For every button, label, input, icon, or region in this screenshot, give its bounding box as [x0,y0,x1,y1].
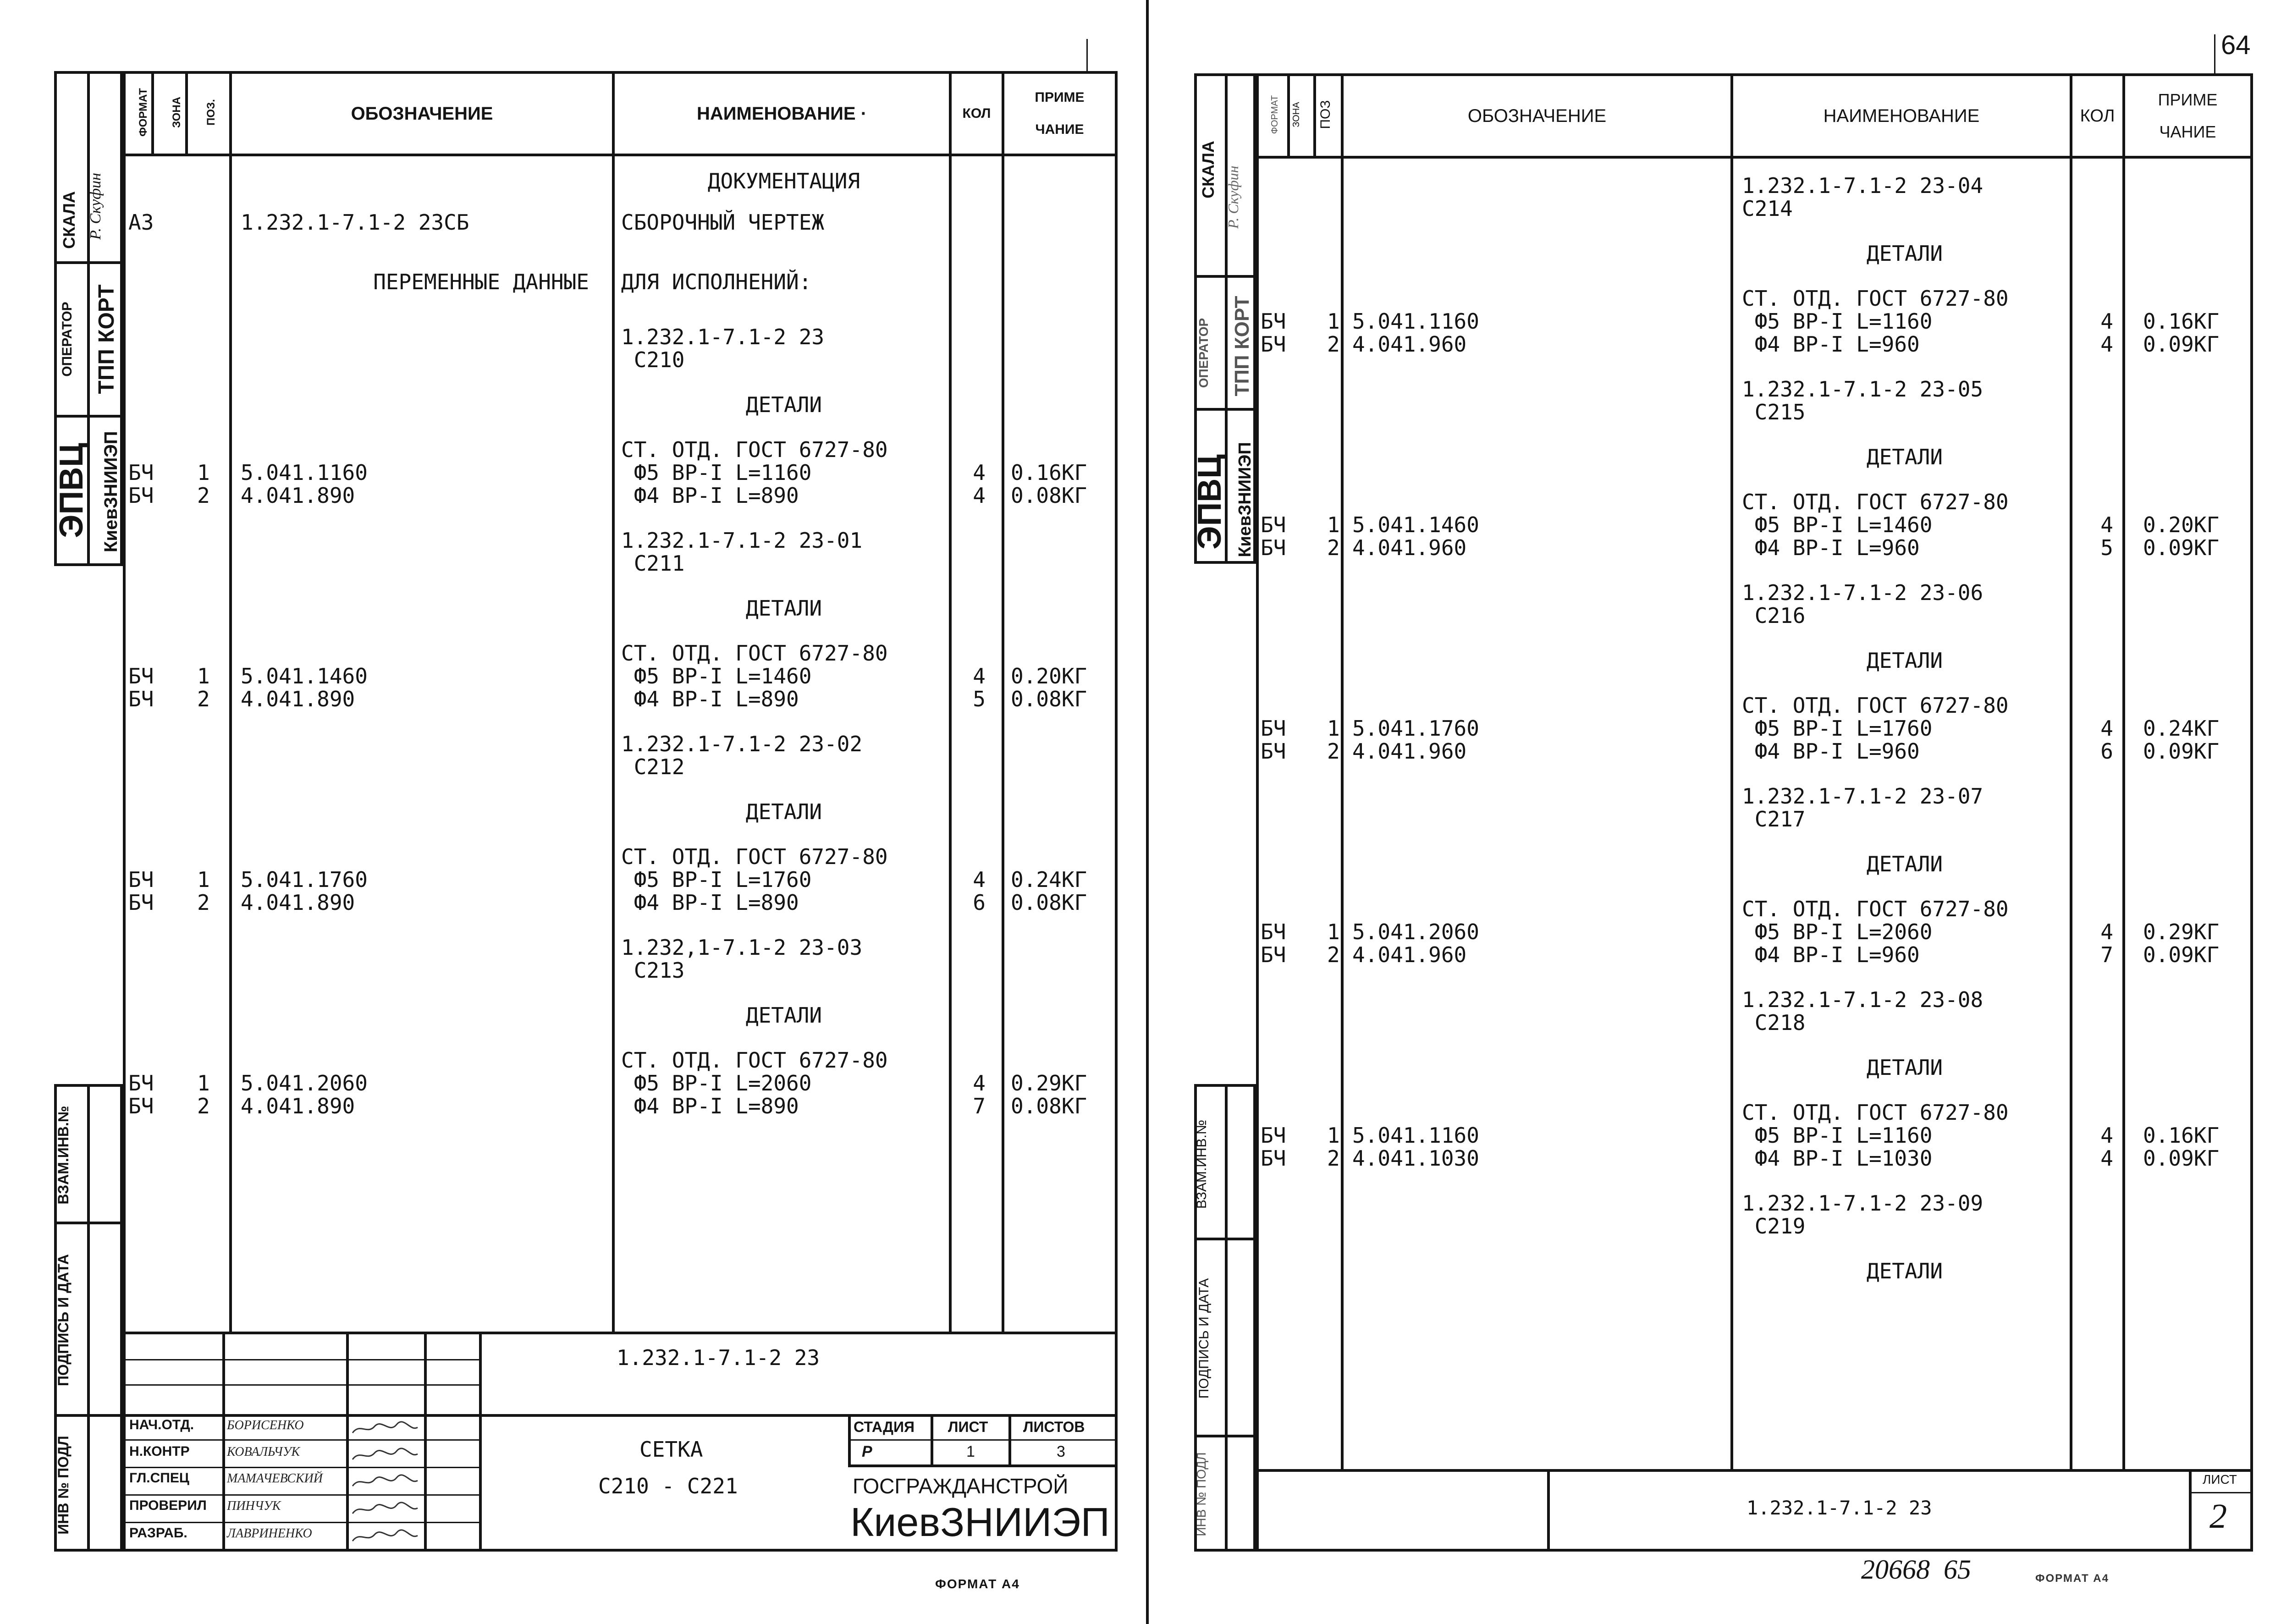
cell-name: ДЕТАЛИ [1866,648,1943,673]
cell-name: С211 [621,551,685,576]
role-label: ГЛ.СПЕЦ [129,1470,189,1486]
cell-quantity: 4 [2100,1146,2113,1171]
cell-name: С215 [1742,400,1806,424]
cell-note: 0.09КГ [2143,332,2220,357]
table-row [1146,581,2292,604]
cell-name: Ф4 ВР-I L=960 [1742,332,1920,357]
table-row [0,484,1146,507]
cell-designation: 5.041.1460 [241,664,368,688]
col-note-header: ПРИМЕ ЧАНИЕ [1035,90,1085,137]
archive-number: 20668 65 [1861,1554,1971,1585]
cell-quantity: 4 [2100,716,2113,741]
responsible-name: БОРИСЕНКО [227,1418,304,1432]
col-qty-header: КОЛ [962,106,991,121]
table-row [0,1004,1146,1027]
cell-quantity: 4 [973,483,986,508]
side-scale-signature: Р. Скуфин [87,172,104,240]
cell-quantity: 7 [973,1094,986,1118]
cell-note: 0.20КГ [1011,664,1087,688]
cell-format: БЧ [1261,739,1286,764]
cell-format: БЧ [1261,535,1286,560]
table-row [1146,1101,2292,1124]
table-row [0,688,1146,710]
cell-note: 0.16КГ [1011,460,1087,485]
cell-name: С217 [1742,807,1806,831]
side-scale-label-right: СКАЛА [1199,141,1218,198]
cell-name: С214 [1742,196,1793,221]
stage-value: Р [862,1443,872,1460]
cell-designation: 5.041.1760 [241,867,368,892]
cell-note: 0.16КГ [2143,1123,2220,1148]
cell-designation: 4.041.960 [1352,535,1467,560]
cell-name: 1.232.1-7.1-2 23-01 [621,528,863,553]
cell-name: СТ. ОТД. ГОСТ 6727-80 [621,1048,888,1073]
cell-position: 2 [197,687,210,711]
cell-name: Ф4 ВР-I L=960 [1742,535,1920,560]
col-qty-header-right: КОЛ [2080,106,2115,126]
table-row [1146,333,2292,356]
cell-name: Ф4 ВР-I L=890 [621,687,799,711]
cell-quantity: 7 [2100,942,2113,967]
cell-name: С216 [1742,603,1806,628]
side-inv-replace-label: ВЗАМ.ИНВ.№ [55,1106,72,1205]
table-row [1146,1124,2292,1147]
page-number: 64 [2221,30,2251,60]
sheet-label: ЛИСТ [948,1419,988,1435]
cell-quantity: 4 [2100,1123,2113,1148]
table-row [0,529,1146,552]
table-row [0,1095,1146,1118]
cell-name: Ф4 ВР-I L=1030 [1742,1146,1933,1171]
cell-name: Ф5 ВР-I L=1160 [1742,309,1933,334]
col-format-header: ФОРМАТ [137,88,149,137]
col-format-header-right: ФОРМАТ [1270,95,1280,134]
cell-name: 1.232.1-7.1-2 23-09 [1742,1191,1983,1216]
col-name-header-right: НАИМЕНОВАНИЕ [1823,105,1980,126]
table-row [0,845,1146,868]
cell-position: 1 [197,867,210,892]
cell-format: БЧ [128,664,154,688]
cell-name: Ф5 ВР-I L=2060 [1742,919,1933,944]
sheet-value: 1 [966,1443,975,1460]
cell-note: 0.08КГ [1011,483,1087,508]
cell-note: 0.09КГ [2143,942,2220,967]
doc-code-right: 1.232.1-7.1-2 23 [1747,1497,1932,1519]
cell-name: Ф5 ВР-I L=1760 [1742,716,1933,741]
table-row [0,211,1146,234]
signature-mark [351,1502,419,1517]
table-row [1146,490,2292,513]
cell-designation: 4.041.890 [241,890,355,915]
cell-note: 0.16КГ [2143,309,2220,334]
cell-position: 2 [1327,535,1340,560]
cell-name: ДЕТАЛИ [745,799,822,824]
cell-position: 2 [197,483,210,508]
cell-name: 1.232.1-7.1-2 23-05 [1742,377,1983,402]
table-row [1146,242,2292,265]
table-row [0,800,1146,823]
table-row [1146,378,2292,401]
table-row [1146,513,2292,536]
cell-format: БЧ [1261,512,1286,537]
table-row [0,325,1146,348]
cell-name: Ф4 ВР-I L=960 [1742,739,1920,764]
cell-quantity: 4 [2100,332,2113,357]
cell-format: БЧ [1261,716,1286,741]
cell-quantity: 5 [973,687,986,711]
table-row [0,936,1146,959]
cell-name: С213 [621,958,685,983]
table-row [1146,740,2292,763]
signature-mark [351,1421,419,1437]
side-sign-date-label-right: ПОДПИСЬ И ДАТА [1196,1278,1212,1399]
table-row [0,461,1146,484]
role-label: Н.КОНТР [129,1444,190,1459]
cell-quantity: 4 [973,664,986,688]
cell-name: Ф5 ВР-I L=2060 [621,1071,812,1096]
table-row [1146,717,2292,740]
role-label: РАЗРАБ. [129,1525,187,1541]
org-name-line2: КиевЗНИИЭП [850,1499,1110,1545]
table-row [0,665,1146,688]
side-inv-replace-label-right: ВЗАМ.ИНВ.№ [1194,1119,1209,1209]
cell-note: 0.29КГ [1011,1071,1087,1096]
table-row [1146,649,2292,672]
format-note-right: ФОРМАТ А4 [2035,1572,2109,1585]
cell-designation: ПЕРЕМЕННЫЕ ДАННЫЕ [373,270,589,294]
cell-quantity: 6 [2100,739,2113,764]
responsible-name: МАМАЧЕВСКИЙ [227,1471,323,1486]
side-inv-orig-label: ИНВ № ПОДЛ [55,1436,72,1535]
table-row [0,868,1146,891]
responsible-name: КОВАЛЬЧУК [227,1445,300,1459]
cell-note: 0.09КГ [2143,1146,2220,1171]
sheets-label: ЛИСТОВ [1023,1419,1085,1435]
cell-name: 1.232.1-7.1-2 23 [621,325,825,349]
table-row [0,552,1146,575]
sheet-label-right: ЛИСТ [2203,1472,2237,1486]
cell-quantity: 4 [973,460,986,485]
table-row [1146,287,2292,310]
table-row [1146,310,2292,333]
table-row [1146,694,2292,717]
cell-name: ДЕТАЛИ [1866,1055,1943,1080]
cell-format: БЧ [128,1071,154,1096]
cell-name: СТ. ОТД. ГОСТ 6727-80 [1742,490,2009,514]
cell-designation: 5.041.2060 [241,1071,368,1096]
table-row [1146,853,2292,875]
cell-note: 0.24КГ [2143,716,2220,741]
cell-quantity: 5 [2100,535,2113,560]
cell-designation: 4.041.890 [241,687,355,711]
table-row [1146,401,2292,424]
cell-name: ДЕТАЛИ [1866,852,1943,876]
cell-note: 0.09КГ [2143,739,2220,764]
table-row [0,170,1146,193]
cell-name: Ф4 ВР-I L=960 [1742,942,1920,967]
cell-quantity: 4 [2100,309,2113,334]
cell-format: БЧ [128,890,154,915]
table-row [1146,785,2292,808]
side-scale-label: СКАЛА [60,191,78,249]
col-designation-header: ОБОЗНАЧЕНИЕ [351,103,493,124]
cell-name: ДЕТАЛИ [1866,241,1943,266]
cell-format: БЧ [1261,1146,1286,1171]
cell-designation: 5.041.1160 [1352,1123,1479,1148]
table-row [0,438,1146,461]
cell-format: БЧ [128,687,154,711]
col-note-header-right: ПРИМЕ ЧАНИЕ [2158,90,2218,141]
col-pos-header: ПОЗ. [205,99,217,126]
table-row [0,732,1146,755]
side-institute-label-right: КиевЗНИИЭП [1235,442,1255,557]
table-row [1146,536,2292,559]
table-row [1146,1192,2292,1215]
cell-name: Ф5 ВР-I L=1460 [1742,512,1933,537]
cell-designation: 4.041.960 [1352,739,1467,764]
side-tpp-label: ТПП КОРТ [94,284,119,394]
cell-name: Ф4 ВР-I L=890 [621,890,799,915]
side-epvc-label-right: ЭПВЦ [1191,454,1228,550]
role-label: ПРОВЕРИЛ [129,1498,207,1513]
cell-name: Ф5 ВР-I L=1160 [1742,1123,1933,1148]
table-row [0,348,1146,371]
cell-position: 2 [197,890,210,915]
cell-name: Ф5 ВР-I L=1760 [621,867,812,892]
side-epvc-label: ЭПВЦ [53,443,90,538]
cell-name: ДЕТАЛИ [745,392,822,417]
side-institute-label: КиевЗНИИЭП [101,431,121,552]
cell-note: 0.09КГ [2143,535,2220,560]
cell-name: СТ. ОТД. ГОСТ 6727-80 [1742,286,2009,311]
table-row [1146,1056,2292,1079]
cell-position: 1 [197,460,210,485]
table-row [0,642,1146,665]
table-row [0,270,1146,293]
table-row [1146,943,2292,966]
cell-name: СТ. ОТД. ГОСТ 6727-80 [621,641,888,666]
cell-name: Ф4 ВР-I L=890 [621,1094,799,1118]
table-row [1146,197,2292,220]
cell-name: 1.232.1-7.1-2 23-02 [621,732,863,756]
doc-code-left: 1.232.1-7.1-2 23 [617,1345,820,1370]
cell-designation: 4.041.1030 [1352,1146,1479,1171]
cell-name: 1.232,1-7.1-2 23-03 [621,935,863,960]
cell-designation: 4.041.960 [1352,942,1467,967]
side-scale-signature-right: Р. Скуфин [1225,165,1241,229]
cell-note: 0.29КГ [2143,919,2220,944]
cell-name: С210 [621,347,685,372]
cell-note: 0.08КГ [1011,687,1087,711]
table-row [1146,808,2292,831]
spec-sheet-right [1146,0,2292,1624]
cell-name: СТ. ОТД. ГОСТ 6727-80 [1742,897,2009,921]
cell-designation: 5.041.2060 [1352,919,1479,944]
cell-designation: 4.041.960 [1352,332,1467,357]
cell-format: А3 [128,210,154,235]
cell-note: 0.08КГ [1011,890,1087,915]
col-zone-header-right: ЗОНА [1291,102,1301,127]
cell-note: 0.20КГ [2143,512,2220,537]
org-name-line1: ГОСГРАЖДАНСТРОЙ [853,1474,1069,1498]
cell-position: 2 [197,1094,210,1118]
cell-name: С212 [621,754,685,779]
cell-designation: 5.041.1160 [1352,309,1479,334]
table-row [1146,1147,2292,1170]
table-row [1146,174,2292,197]
table-row [0,597,1146,620]
cell-format: БЧ [1261,919,1286,944]
cell-quantity: 4 [973,867,986,892]
side-operator-label: ОПЕРАТОР [60,302,75,377]
table-row [1146,897,2292,920]
responsible-name: ЛАВРИНЕНКО [227,1526,312,1541]
table-row [1146,446,2292,468]
cell-position: 1 [1327,512,1340,537]
col-zone-header: ЗОНА [171,96,183,128]
cell-designation: 5.041.1160 [241,460,368,485]
stage-label: СТАДИЯ [854,1419,915,1435]
cell-format: БЧ [128,460,154,485]
cell-designation: 1.232.1-7.1-2 23СБ [241,210,469,235]
cell-designation: 4.041.890 [241,1094,355,1118]
cell-name: 1.232.1-7.1-2 23-08 [1742,987,1983,1012]
table-row [1146,1011,2292,1034]
cell-name: ДЕТАЛИ [745,596,822,621]
cell-name: С218 [1742,1010,1806,1035]
format-note-left: ФОРМАТ А4 [935,1577,1020,1591]
role-label: НАЧ.ОТД. [129,1417,194,1432]
cell-name: 1.232.1-7.1-2 23-07 [1742,784,1983,809]
cell-quantity: 4 [2100,512,2113,537]
cell-name: ДОКУМЕНТАЦИЯ [707,169,860,193]
table-row [1146,1260,2292,1283]
side-tpp-label-right: ТПП КОРТ [1231,296,1253,396]
cell-name: ДЛЯ ИСПОЛНЕНИЙ: [621,270,812,294]
cell-position: 1 [197,664,210,688]
cell-quantity: 4 [2100,919,2113,944]
cell-name: СТ. ОТД. ГОСТ 6727-80 [1742,693,2009,718]
table-row [0,393,1146,416]
cell-designation: 4.041.890 [241,483,355,508]
cell-format: БЧ [128,483,154,508]
cell-name: СТ. ОТД. ГОСТ 6727-80 [621,844,888,869]
table-row [0,959,1146,982]
cell-name: Ф5 ВР-I L=1460 [621,664,812,688]
table-row [0,891,1146,914]
table-row [1146,604,2292,627]
cell-note: 0.24КГ [1011,867,1087,892]
table-row [0,1049,1146,1072]
cell-format: БЧ [128,1094,154,1118]
cell-note: 0.08КГ [1011,1094,1087,1118]
signature-mark [351,1474,419,1490]
cell-position: 1 [1327,919,1340,944]
cell-name: ДЕТАЛИ [1866,445,1943,469]
table-row [1146,1215,2292,1238]
cell-position: 1 [1327,1123,1340,1148]
cell-format: БЧ [128,867,154,892]
cell-position: 1 [197,1071,210,1096]
cell-format: БЧ [1261,332,1286,357]
col-name-header: НАИМЕНОВАНИЕ · [696,103,867,124]
cell-quantity: 6 [973,890,986,915]
cell-name: 1.232.1-7.1-2 23-04 [1742,173,1983,198]
cell-name: Ф4 ВР-I L=890 [621,483,799,508]
cell-format: БЧ [1261,1123,1286,1148]
signature-mark [351,1448,419,1463]
cell-position: 2 [1327,1146,1340,1171]
responsible-name: ПИНЧУК [227,1499,281,1513]
side-inv-orig-label-right: ИНВ № ПОДЛ [1194,1452,1208,1536]
cell-position: 1 [1327,716,1340,741]
table-row [1146,988,2292,1011]
side-operator-label-right: ОПЕРАТОР [1196,318,1211,388]
cell-position: 1 [1327,309,1340,334]
cell-name: СБОРОЧНЫЙ ЧЕРТЕЖ [621,210,825,235]
cell-name: СТ. ОТД. ГОСТ 6727-80 [621,437,888,462]
cell-position: 2 [1327,332,1340,357]
side-sign-date-label: ПОДПИСЬ И ДАТА [55,1254,72,1387]
drawing-title-line2: С210 - С221 [598,1474,738,1498]
cell-format: БЧ [1261,942,1286,967]
sheet-value-right: 2 [2209,1497,2227,1536]
cell-name: ДЕТАЛИ [745,1003,822,1028]
cell-designation: 5.041.1460 [1352,512,1479,537]
drawing-title-line1: СЕТКА [639,1437,703,1462]
cell-designation: 5.041.1760 [1352,716,1479,741]
cell-position: 2 [1327,739,1340,764]
cell-format: БЧ [1261,309,1286,334]
col-pos-header-right: ПОЗ [1318,100,1333,129]
sheets-value: 3 [1057,1443,1065,1460]
table-row [1146,920,2292,943]
table-row [0,755,1146,778]
cell-quantity: 4 [973,1071,986,1096]
col-designation-header-right: ОБОЗНАЧЕНИЕ [1467,105,1607,126]
table-row [0,1072,1146,1095]
cell-position: 2 [1327,942,1340,967]
cell-name: Ф5 ВР-I L=1160 [621,460,812,485]
cell-name: ДЕТАЛИ [1866,1259,1943,1283]
signature-mark [351,1529,419,1545]
cell-name: 1.232.1-7.1-2 23-06 [1742,580,1983,605]
cell-name: С219 [1742,1214,1806,1239]
cell-name: СТ. ОТД. ГОСТ 6727-80 [1742,1100,2009,1125]
